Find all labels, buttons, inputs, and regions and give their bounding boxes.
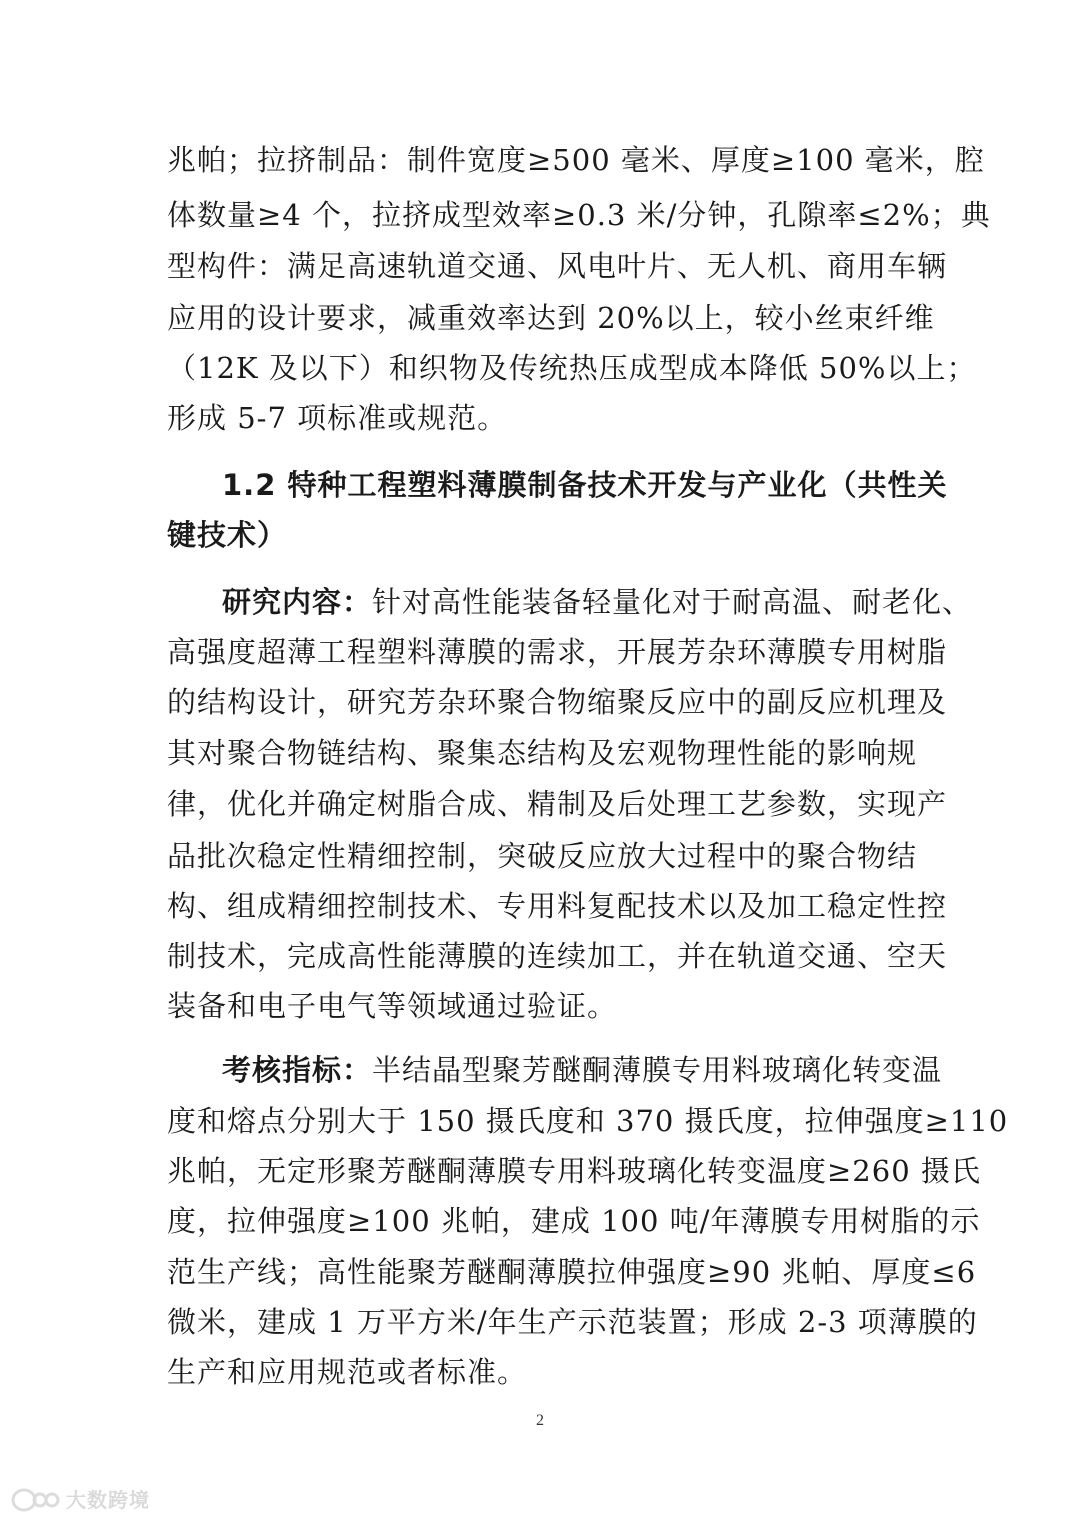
paragraph-line: 兆帕，无定形聚芳醚酮薄膜专用料玻璃化转变温度≥260 摄氏 — [167, 1154, 981, 1188]
paragraph-line: 范生产线；高性能聚芳醚酮薄膜拉伸强度≥90 兆帕、厚度≤6 — [167, 1255, 977, 1289]
assessment-first-line — [222, 1052, 943, 1088]
research-first-line-text: 针对高性能装备轻量化对于耐高温、耐老化、 — [372, 585, 973, 619]
paragraph-line: 的结构设计，研究芳杂环聚合物缩聚反应中的副反应机理及 — [167, 685, 948, 719]
paragraph-line: 度和熔点分别大于 150 摄氏度和 370 摄氏度，拉伸强度≥110 — [167, 1104, 1009, 1138]
paragraph-line: 品批次稳定性精细控制，突破反应放大过程中的聚合物结 — [167, 839, 918, 873]
paragraph-line: 高强度超薄工程塑料薄膜的需求，开展芳杂环薄膜专用树脂 — [167, 635, 948, 669]
paragraph-line: 兆帕；拉挤制品：制件宽度≥500 毫米、厚度≥100 毫米，腔 — [167, 143, 985, 177]
paragraph-line: 体数量≥4 个，拉挤成型效率≥0.3 米/分钟，孔隙率≤2%；典 — [167, 198, 991, 232]
research-first-line — [222, 584, 973, 620]
watermark — [10, 1478, 150, 1518]
paragraph-line: 形成 5-7 项标准或规范。 — [167, 401, 508, 435]
research-label: 研究内容： — [222, 585, 373, 619]
paragraph-line: 装备和电子电气等领域通过验证。 — [167, 989, 618, 1023]
paragraph-line: 生产和应用规范或者标准。 — [167, 1355, 528, 1389]
paragraph-line: 构、组成精细控制技术、专用料复配技术以及加工稳定性控 — [167, 889, 948, 923]
assessment-label: 考核指标： — [222, 1053, 373, 1087]
paragraph-line: 微米，建成 1 万平方米/年生产示范装置；形成 2-3 项薄膜的 — [167, 1305, 978, 1339]
paragraph-line: 型构件：满足高速轨道交通、风电叶片、无人机、商用车辆 — [167, 249, 948, 283]
paragraph-line: 其对聚合物链结构、聚集态结构及宏观物理性能的影响规 — [167, 736, 918, 770]
paragraph-line: （12K 及以下）和织物及传统热压成型成本降低 50%以上； — [167, 351, 977, 385]
logo-icon — [10, 1480, 60, 1516]
paragraph-line: 应用的设计要求，减重效率达到 20%以上，较小丝束纤维 — [167, 301, 935, 335]
assessment-first-line-text: 半结晶型聚芳醚酮薄膜专用料玻璃化转变温 — [372, 1053, 943, 1087]
section-heading: 1.2 特种工程塑料薄膜制备技术开发与产业化（共性关 — [222, 468, 948, 502]
watermark-text: 大数跨境 — [66, 1487, 150, 1512]
section-heading-continued: 键技术） — [167, 518, 288, 552]
paragraph-line: 律，优化并确定树脂合成、精制及后处理工艺参数，实现产 — [167, 787, 948, 821]
page-number: 2 — [536, 1412, 544, 1429]
paragraph-line: 度，拉伸强度≥100 兆帕，建成 100 吨/年薄膜专用树脂的示 — [167, 1204, 981, 1238]
paragraph-line: 制技术，完成高性能薄膜的连续加工，并在轨道交通、空天 — [167, 939, 948, 973]
